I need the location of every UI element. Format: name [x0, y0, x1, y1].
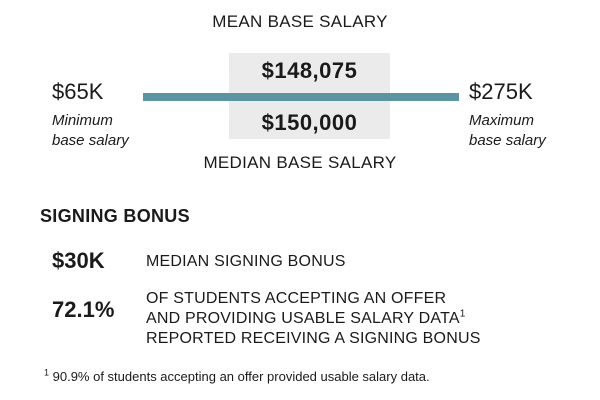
salary-range-bar — [143, 93, 459, 101]
footnote-marker: 1 — [44, 367, 50, 378]
median-signing-bonus-label: MEDIAN SIGNING BONUS — [146, 253, 346, 270]
footnote-text: 90.9% of students accepting an offer provided usable salary data. — [49, 369, 430, 384]
percent-description-line-2-text: AND PROVIDING USABLE SALARY DATA — [146, 310, 460, 327]
signing-bonus-percent-description — [146, 289, 481, 349]
signing-bonus-heading: SIGNING BONUS — [40, 206, 190, 226]
median-base-salary-value: $150,000 — [261, 110, 358, 135]
median-signing-bonus-value: $30K — [52, 248, 105, 273]
footnote — [44, 369, 430, 384]
percent-description-line-3: REPORTED RECEIVING A SIGNING BONUS — [146, 330, 481, 347]
mean-base-salary-value: $148,075 — [261, 58, 358, 83]
minimum-salary-label: Minimum base salary — [52, 112, 129, 149]
maximum-salary-label: Maximum base salary — [469, 112, 546, 149]
minimum-salary-value: $65K — [52, 79, 104, 104]
maximum-salary-value: $275K — [469, 79, 533, 104]
percent-description-line-1: OF STUDENTS ACCEPTING AN OFFER — [146, 290, 447, 307]
percent-description-line-2 — [146, 309, 481, 329]
median-base-salary-label: MEDIAN BASE SALARY — [203, 153, 397, 172]
footnote-reference-marker: 1 — [459, 308, 466, 320]
signing-bonus-percent-value: 72.1% — [52, 297, 115, 322]
mean-base-salary-label: MEAN BASE SALARY — [212, 12, 388, 31]
